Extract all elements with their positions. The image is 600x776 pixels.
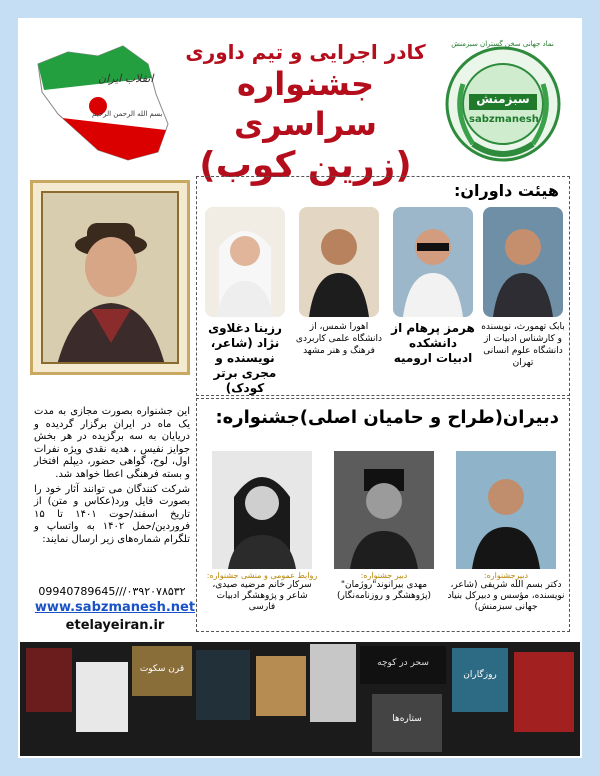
judges-title: هیئت داوران: bbox=[453, 181, 559, 200]
secretary-photo bbox=[334, 451, 434, 569]
title-line-3: (زرین کوب) bbox=[199, 145, 412, 186]
person-icon bbox=[456, 451, 556, 569]
judge-photo bbox=[205, 207, 285, 317]
book-covers-strip bbox=[20, 642, 580, 756]
festival-description bbox=[30, 404, 194, 610]
book-cover bbox=[360, 646, 446, 684]
secretary-card bbox=[447, 451, 565, 627]
person-icon bbox=[393, 207, 473, 317]
secretary-photo bbox=[212, 451, 312, 569]
contact-phones: 09940789645///۰۳۹۲۰۷۸۵۳۲ bbox=[38, 585, 186, 598]
secretary-card bbox=[325, 451, 443, 627]
book-cover bbox=[452, 648, 508, 712]
person-icon bbox=[205, 207, 285, 317]
description-paragraph-1: این جشنواره بصورت مجازی به مدت یک ماه در ایران برگزار گردیده و دریایان به سه برگزیده در هر بخش جوایز نفیس ، هدیه نقدی ویژه نفرات اول، لوح، گواهی حضور، دیپلم افتخار و بسته فرهنگی اعطا خواهد شد. bbox=[34, 406, 190, 480]
secretary-role: دبیر جشنواره: bbox=[360, 571, 408, 580]
honoree-portrait bbox=[41, 191, 179, 364]
secretary-role: روابط عمومی و منشی جشنواره: bbox=[206, 571, 318, 580]
title-line-2: جشنواره سراسری bbox=[233, 65, 378, 143]
judge-card bbox=[479, 207, 567, 393]
secretary-role: دبیرجشنواره: bbox=[483, 571, 529, 580]
judge-card bbox=[201, 207, 289, 393]
logo-arc-text: نماد جهانی سخن گستران سبزمنش bbox=[451, 40, 554, 48]
person-icon bbox=[299, 207, 379, 317]
book-cover bbox=[514, 652, 574, 732]
judge-photo bbox=[483, 207, 563, 317]
person-icon bbox=[483, 207, 563, 317]
secretary-name: مهدی بیرانوند"روژمان" (پژوهشگر و روزنامه‌نگار) bbox=[336, 580, 432, 601]
poster-title bbox=[178, 34, 433, 186]
book-title: سحر در کوچه bbox=[377, 658, 429, 668]
judges-panel bbox=[196, 176, 570, 396]
book-title: ستاره‌ها bbox=[392, 714, 422, 724]
globe-logo-icon bbox=[433, 34, 572, 180]
judge-caption: هرمز پرهام از دانشکده ادبیات ارومیه bbox=[391, 321, 475, 365]
judge-caption: اهورا شمس، از دانشگاه علمی کاربردی فرهنگ و هنر مشهد bbox=[295, 322, 383, 356]
book-cover bbox=[76, 662, 128, 732]
iran-flag-map bbox=[28, 34, 178, 174]
book-title: قرن سکوت bbox=[139, 664, 185, 674]
description-paragraph-2: شرکت کنندگان می توانند آثار خود را بصورت فایل ورد(عکاس و متن) از تاریخ اسفند/حوت ۱۴۰۱ تا ۱۵ فروردین/حمل ۱۴۰۲ به واتساپ و تلگرام شماره‌های زیر ارسال نمایند: bbox=[34, 483, 191, 545]
judge-caption: بابک تهمورث، نویسنده و کارشناس ادبیات از دانشگاه علوم انسانی تهران bbox=[481, 322, 565, 368]
title-line-1: کادر اجرایی و تیم داوری bbox=[185, 40, 426, 64]
map-caption: انقلاب ایران bbox=[98, 72, 154, 85]
honoree-portrait-frame bbox=[30, 180, 190, 375]
book-cover bbox=[256, 656, 306, 716]
book-cover bbox=[310, 644, 356, 722]
judge-photo bbox=[299, 207, 379, 317]
secretary-card bbox=[203, 451, 321, 627]
person-portrait-icon bbox=[43, 193, 179, 364]
judge-card bbox=[295, 207, 383, 393]
secretary-name: دکتر بسم الله شریفی (شاعر، نویسنده، مؤسس و دبیرکل بنیاد جهانی سبزمنش) bbox=[447, 580, 565, 612]
book-title: روزگاران bbox=[463, 670, 497, 680]
secondary-website[interactable]: etelayeiran.ir bbox=[65, 618, 165, 633]
judge-card bbox=[389, 207, 477, 393]
secretary-name: سرکار خانم مرضیه صیدی، شاعر و پژوهشگر ادبیات فارسی bbox=[212, 580, 312, 612]
website-link[interactable]: www.sabzmanesh.net bbox=[34, 600, 196, 615]
book-cover bbox=[26, 648, 72, 712]
map-subcaption: بسم الله الرحمن الرحیم bbox=[92, 110, 163, 118]
secretary-photo bbox=[456, 451, 556, 569]
iran-map-icon bbox=[28, 34, 178, 174]
secretaries-panel bbox=[196, 398, 570, 632]
logo-name-en: sabzmanesh bbox=[469, 114, 539, 125]
person-icon bbox=[334, 451, 434, 569]
secretaries-title: دبیران(طراح و حامیان اصلی)جشنواره: bbox=[215, 407, 559, 428]
poster-header bbox=[28, 34, 572, 186]
judge-photo bbox=[393, 207, 473, 317]
logo-name-fa: سبزمنش bbox=[476, 92, 530, 106]
book-cover bbox=[196, 650, 250, 720]
book-cover bbox=[372, 694, 442, 752]
book-cover bbox=[132, 646, 192, 696]
judge-caption: رزینا دغلاوی نژاد (شاعر، نویسنده و مجری برتر کودک) bbox=[208, 321, 282, 395]
sabzmanesh-logo bbox=[433, 34, 572, 180]
person-icon bbox=[212, 451, 312, 569]
